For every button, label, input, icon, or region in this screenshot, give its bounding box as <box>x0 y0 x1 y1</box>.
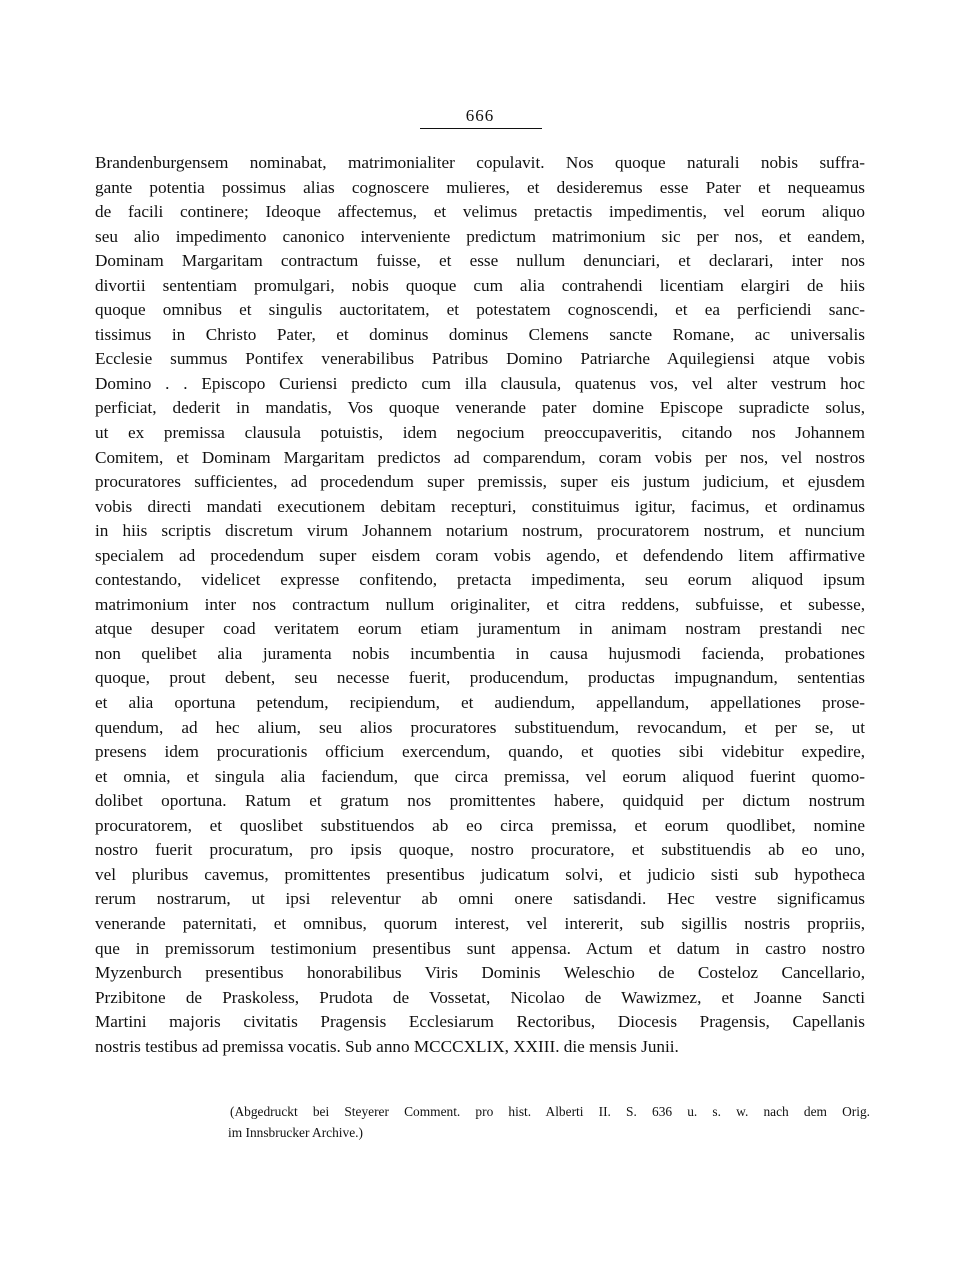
text-line: gante potentia possimus alias cognoscere mulieres, et desideremus esse Pater et nequeamus <box>95 177 865 197</box>
text-line: de facili continere; Ideoque affectemus, et velimus pretactis impedimentis, vel eorum aliquo <box>95 202 865 222</box>
text-line-last: nostris testibus ad premissa vocatis. Sub anno MCCCXLIX, XXIII. die mensis Junii. <box>95 1036 679 1056</box>
text-line: quoque, prout debent, seu necesse fuerit, producendum, productas impugnandum, sententias <box>95 668 865 688</box>
text-line: atque desuper coad veritatem eorum etiam juramentum in animam nostram prestandi nec <box>95 619 865 639</box>
text-line: vel pluribus cavemus, promittentes presentibus judicatum solvi, et judicio sisti sub hypotheca <box>95 864 865 884</box>
text-line: vobis directi mandati executionem debitam recepturi, constituimus igitur, facimus, et ordinamus <box>95 496 865 516</box>
text-line: nostro fuerit procuratum, pro ipsis quoque, nostro procuratore, et substituendis ab eo uno, <box>95 840 865 860</box>
text-line: Brandenburgensem nominabat, matrimonialiter copulavit. Nos quoque naturali nobis suffra- <box>95 153 865 172</box>
text-line: presens idem procurationis officium exercendum, quando, et quoties sibi videbitur expedire, <box>95 742 865 762</box>
text-line: non quelibet alia juramenta nobis incumbentia in causa hujusmodi facienda, probationes <box>95 643 865 663</box>
text-line: ut ex premissa clausula potuistis, idem negocium preoccupaveritis, citando nos Johannem <box>95 423 865 443</box>
text-line: procuratores sufficientes, ad procedendum super premissis, super eis justum judicium, et ejusdem <box>95 472 865 492</box>
text-line: Ecclesie summus Pontifex venerabilibus Patribus Domino Patriarche Aquilegiensi atque vobis <box>95 349 865 369</box>
footnote-line: (Abgedruckt bei Steyerer Comment. pro hist. Alberti II. S. 636 u. s. w. nach dem Orig. <box>230 1104 870 1119</box>
text-line: tissimus in Christo Pater, et dominus dominus Clemens sancte Romane, ac universalis <box>95 324 865 344</box>
text-line: seu alio impedimento canonico interveniente predictum matrimonium sic per nos, et eandem, <box>95 226 865 246</box>
text-line: et omnia, et singula alia faciendum, que circa premissa, vel eorum aliquod fuerint quomo- <box>95 766 865 786</box>
text-line: perficiat, dederit in mandatis, Vos quoque venerande pater domine Episcope supradicte solus, <box>95 398 865 418</box>
text-line: quoque omnibus et singulis auctoritatem, et potestatem cognoscendi, et ea perficiendi sanc- <box>95 300 865 320</box>
text-line: procuratorem, et quoslibet substituendos ab eo circa premissa, et eorum quodlibet, nomine <box>95 815 865 835</box>
text-line: Myzenburch presentibus honorabilibus Viris Dominis Weleschio de Costeloz Cancellario, <box>95 963 865 983</box>
text-line: et alia oportuna petendum, recipiendum, et audiendum, appellandum, appellationes prose- <box>95 693 865 713</box>
text-line: Przibitone de Praskoless, Prudota de Vossetat, Nicolao de Wawizmez, et Joanne Sancti <box>95 987 865 1007</box>
text-line: Martini majoris civitatis Pragensis Ecclesiarum Rectoribus, Diocesis Pragensis, Capellanis <box>95 1012 865 1032</box>
text-line: Domino . . Episcopo Curiensi predicto cum illa clausula, quatenus vos, vel alter vestrum hoc <box>95 373 865 393</box>
text-line: contestando, videlicet expresse confitendo, pretacta impedimenta, seu eorum aliquod ipsum <box>95 570 865 590</box>
text-line: Comitem, et Dominam Margaritam predictos ad comparendum, coram vobis per nos, vel nostros <box>95 447 865 467</box>
text-line: quendum, ad hec alium, seu alios procuratores substituendum, revocandum, et per se, ut <box>95 717 865 737</box>
text-line: in hiis scriptis discretum virum Johannem notarium nostrum, procuratorem nostrum, et nuncium <box>95 521 865 541</box>
page-number: 666 <box>465 106 495 125</box>
source-footnote <box>230 1101 870 1143</box>
text-line: dolibet oportuna. Ratum et gratum nos promittentes habere, quidquid per dictum nostrum <box>95 791 865 811</box>
footnote-line-last: im Innsbrucker Archive.) <box>228 1125 363 1140</box>
header-rule <box>420 128 542 129</box>
text-line: que in premissorum testimonium presentibus sunt appensa. Actum et datum in castro nostro <box>95 938 865 958</box>
text-line: venerande paternitati, et omnibus, quorum interest, vel intererit, sub sigillis nostris propriis, <box>95 913 865 933</box>
text-line: Dominam Margaritam contractum fuisse, et esse nullum denunciari, et declarari, inter nos <box>95 251 865 271</box>
body-text <box>95 151 865 1059</box>
text-line: rerum nostrarum, ut ipsi releventur ab omni onere satisdandi. Hec vestre significamus <box>95 889 865 909</box>
text-line: matrimonium inter nos contractum nullum originaliter, et citra reddens, subfuisse, et subesse, <box>95 594 865 614</box>
text-line: specialem ad procedendum super eisdem coram vobis agendo, et defendendo litem affirmative <box>95 545 865 565</box>
text-line: divortii sententiam promulgari, nobis quoque cum alia contrahendi licentiam elargiri de hiis <box>95 275 865 295</box>
